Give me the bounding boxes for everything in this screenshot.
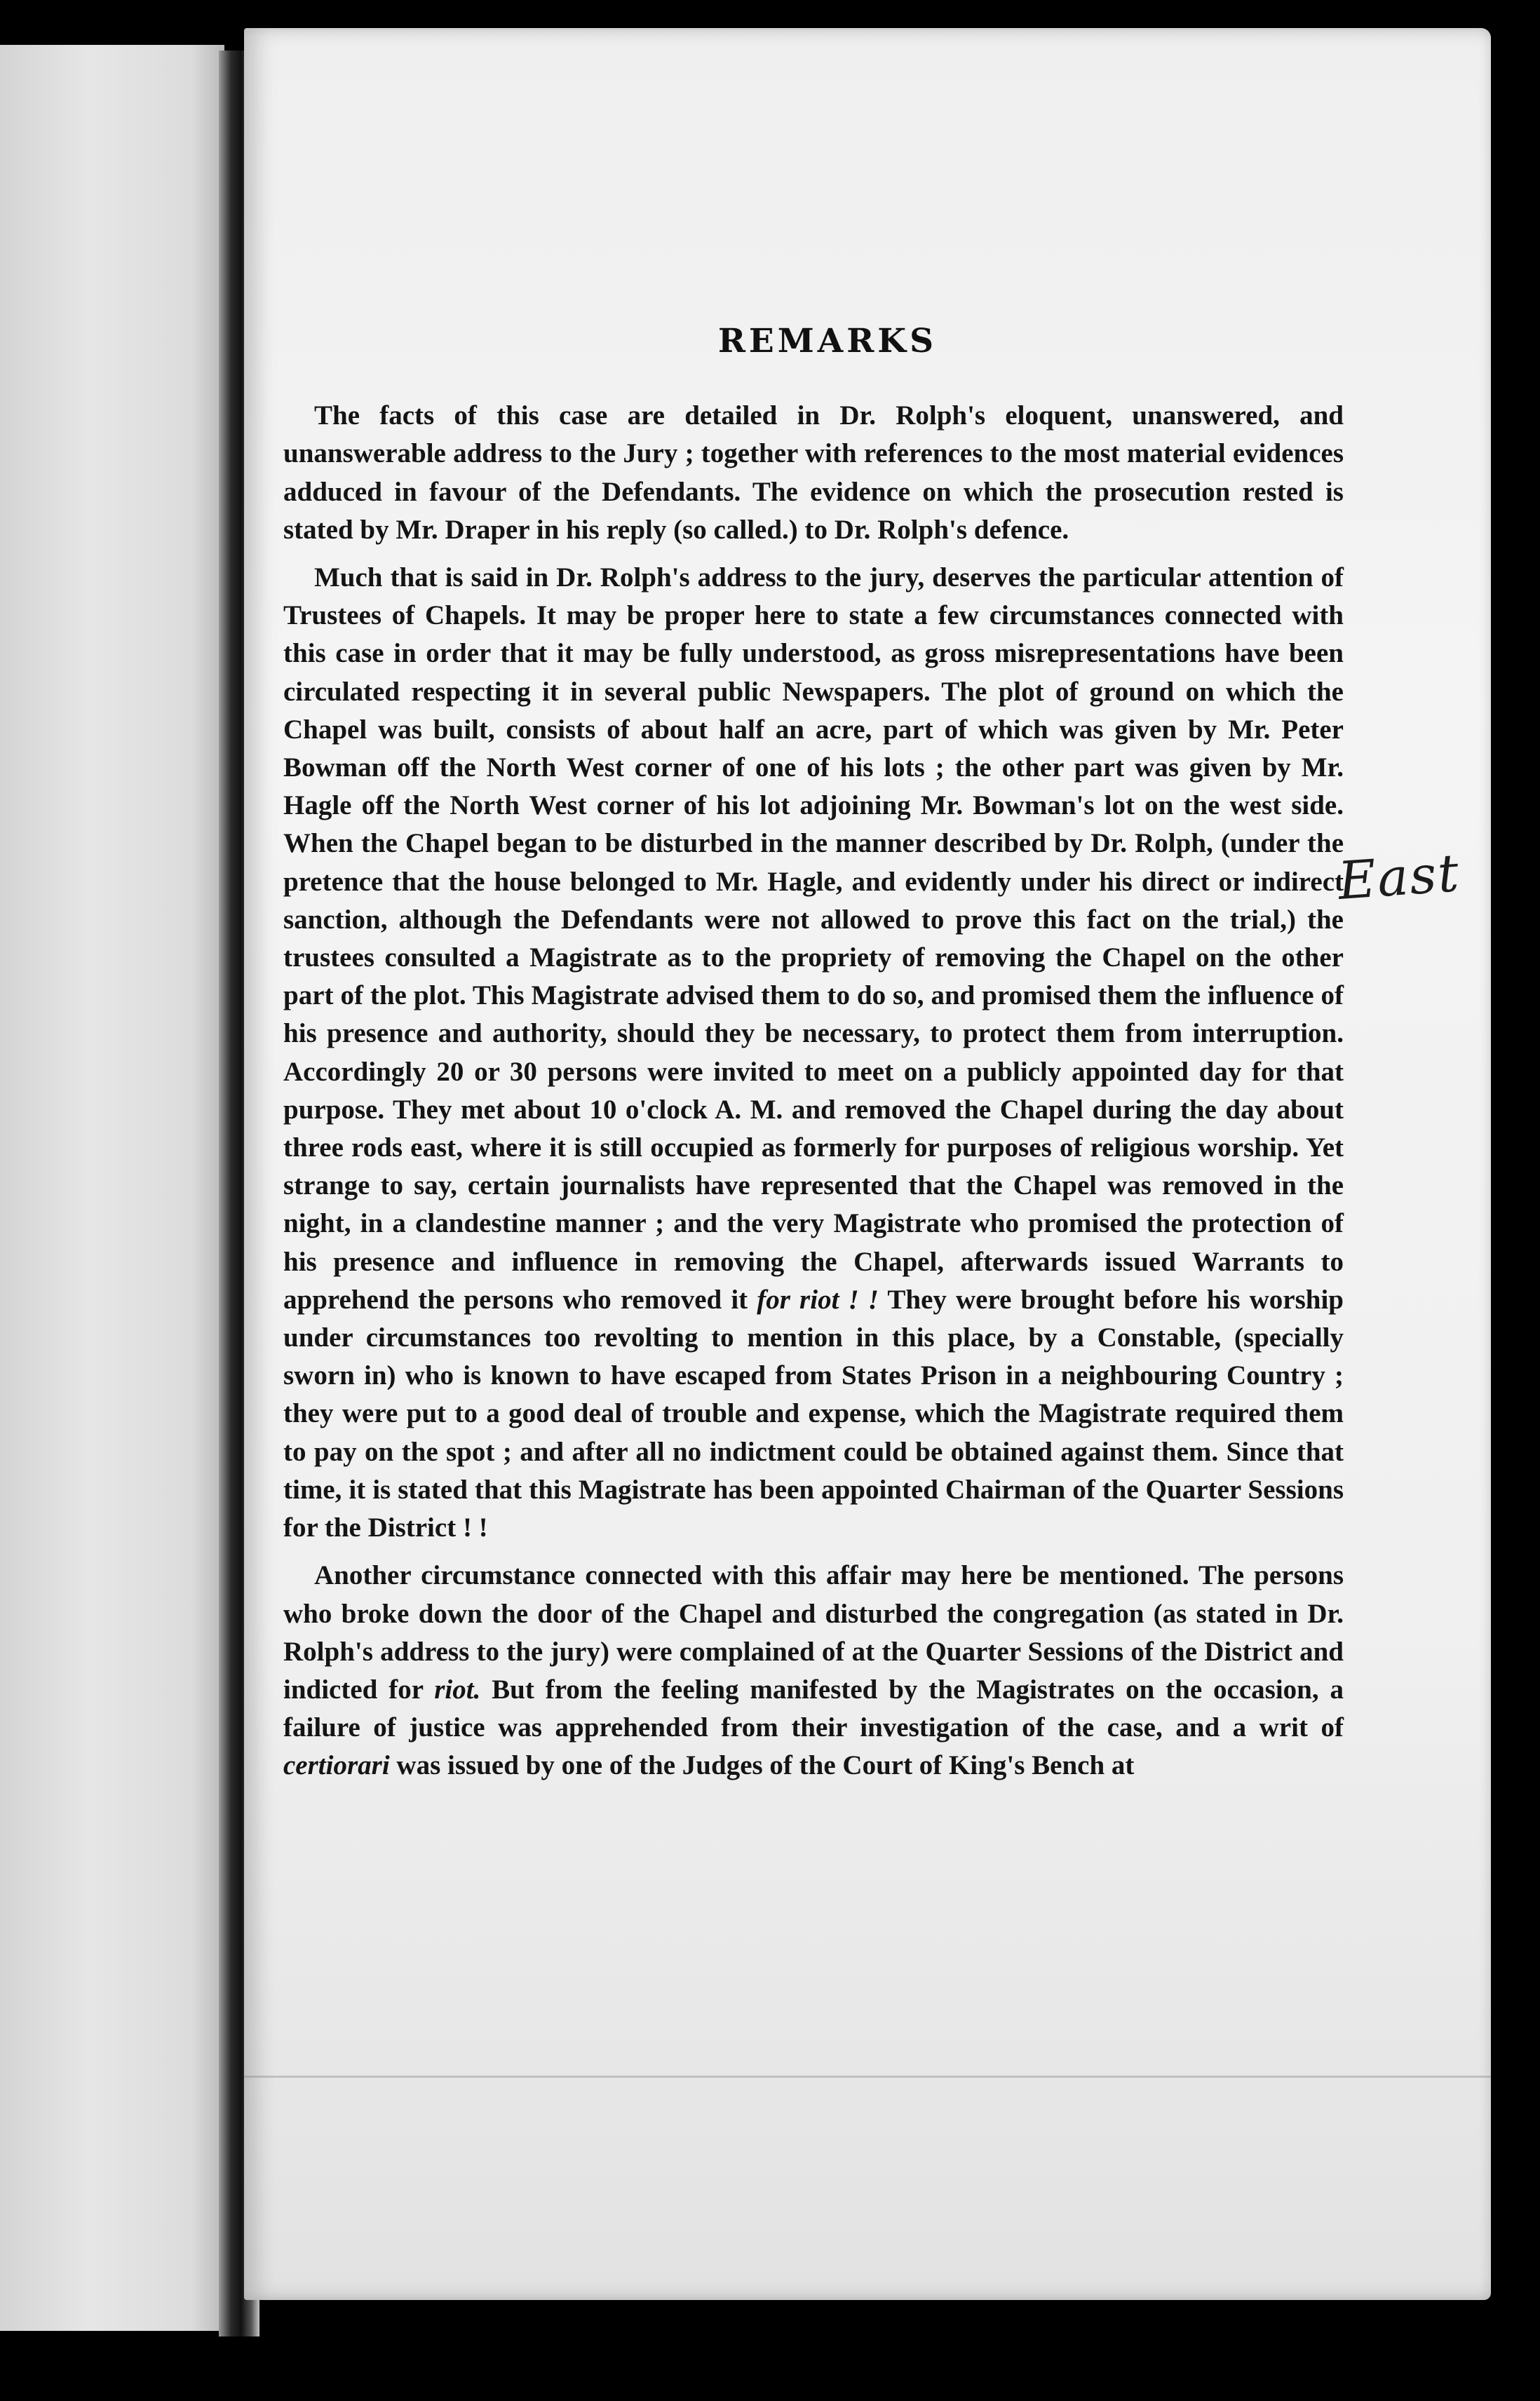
paragraph xyxy=(283,397,1344,549)
paragraph-text: Another circumstance connected with this affair may here be mentioned. The persons who broke down the door of the Chapel and disturbed the congregation (as stated in Dr. Rolph's address to the jury) were complained of at the Quarter Sessions of the District and indicted for xyxy=(283,1560,1344,1705)
italic-text: for riot ! ! xyxy=(757,1284,879,1315)
paragraph-text: was issued by one of the Judges of the Court of King's Bench at xyxy=(389,1750,1135,1781)
page-crease xyxy=(244,2076,1491,2078)
italic-text: riot. xyxy=(434,1674,481,1705)
facing-page xyxy=(0,45,224,2331)
paragraph-list xyxy=(283,397,1344,1785)
paragraph-text: They were brought before his worship under circumstances too revolting to mention in this place, by a Constable, (specially sworn in) who is known to have escaped from States Prison in a neighbouring Country ; they were put to a good deal of trouble and expense, which the Magistrate required them to pay on the spot ; and after all no indictment could be obtained against them. Since that time, it is stated that this Magistrate has been appointed Chairman of the Quarter Sessions for the District ! ! xyxy=(283,1284,1344,1543)
text-block xyxy=(283,323,1344,1795)
handwritten-margin-note: East xyxy=(1336,843,1462,912)
italic-text: certiorari xyxy=(283,1750,390,1781)
paragraph-text: The facts of this case are detailed in Dr. Rolph's eloquent, unanswered, and unanswerable address to the Jury ; together with references to the most material evidences adduced in favour of the Defendants. The evidence on which the prosecution rested is stated by Mr. Draper in his reply (so called.) to Dr. Rolph's defence. xyxy=(283,400,1344,545)
paragraph xyxy=(283,1557,1344,1785)
page-heading: REMARKS xyxy=(717,322,938,360)
paragraph-text: Much that is said in Dr. Rolph's address to the jury, deserves the particular attention of Trustees of Chapels. It may be proper here to state a few circumstances connected with this case in order that it may be fully understood, as gross misrepresentations have been circulated respecting it in several public Newspapers. The plot of ground on which the Chapel was built, consists of about half an acre, part of which was given by Mr. Peter Bowman off the North West corner of one of his lots ; the other part was given by Mr. Hagle off the North West corner of his lot adjoining Mr. Bowman's lot on the west side. When the Chapel began to be disturbed in the manner described by Dr. Rolph, (under the pretence that the house belonged to Mr. Hagle, and evidently under his direct or indirect sanction, although the Defendants were not allowed to prove this fact on the trial,) the trustees consulted a Magistrate as to the propriety of removing the Chapel on the other part of the plot. This Magistrate advised them to do so, and promised them the influence of his presence and authority, should they be necessary, to protect them from interruption. Accordingly 20 or 30 persons were invited to meet on a publicly appointed day for that purpose. They met about 10 o'clock A. M. and removed the Chapel during the day about three rods east, where it is still occupied as formerly for purposes of religious worship. Yet strange to say, certain journalists have represented that the Chapel was removed in the night, in a clandestine manner ; and the very Magistrate who promised the protection of his presence and influence in removing the Chapel, afterwards issued Warrants to apprehend the persons who removed it xyxy=(283,562,1344,1315)
paragraph xyxy=(283,559,1344,1547)
paragraph-text: But from the feeling manifested by the Magistrates on the occasion, a failure of justice was apprehended from their investigation of the case, and a writ of xyxy=(283,1674,1344,1743)
